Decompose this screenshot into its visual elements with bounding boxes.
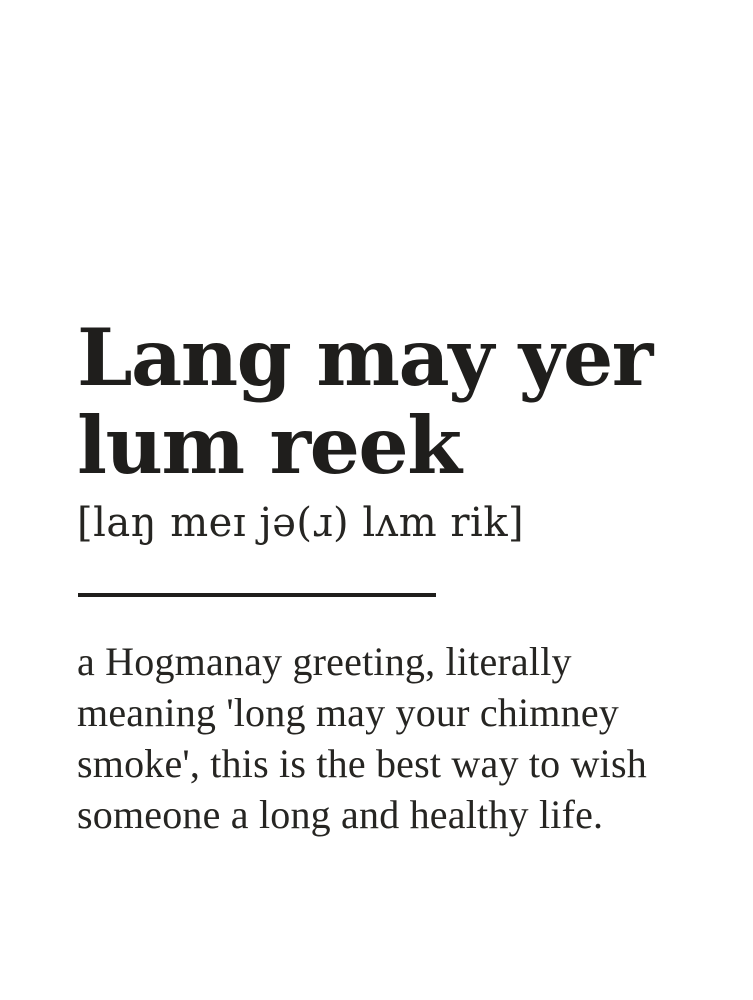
divider-rule	[78, 593, 436, 597]
definition-line-4: someone a long and healthy life.	[77, 792, 604, 837]
phonetic-transcription: [laŋ meɪ jə(ɹ) lʌm rik]	[77, 500, 525, 546]
definition-line-1: a Hogmanay greeting, literally	[77, 639, 572, 684]
definition-text	[77, 636, 647, 840]
definition-line-2: meaning 'long may your chimney	[77, 690, 619, 735]
headline-line-2: lum reek	[77, 399, 461, 492]
headline	[77, 311, 652, 492]
headline-line-1: Lang may yer	[77, 311, 652, 404]
definition-line-3: smoke', this is the best way to wish	[77, 741, 647, 786]
